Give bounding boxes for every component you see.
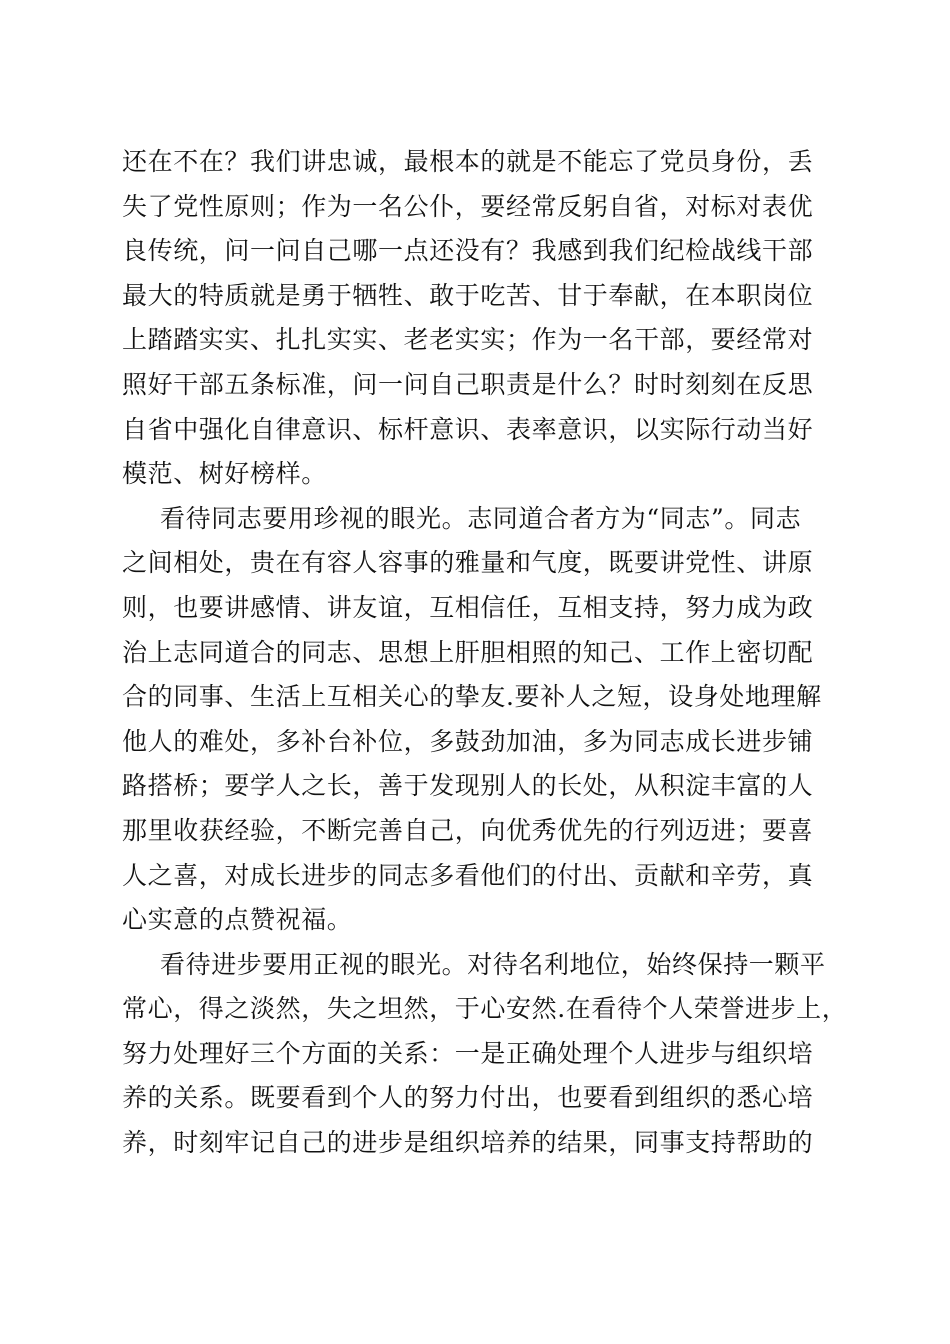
paragraph-3-line-3: 努力处理好三个方面的关系：一是正确处理个人进步与组织培 — [122, 1038, 814, 1068]
paragraph-2-line-6: 他人的难处，多补台补位，多鼓劲加油，多为同志成长进步铺 — [122, 726, 814, 756]
paragraph-1-line-8: 模范、树好榜样。 — [122, 459, 327, 489]
paragraph-2-line-3: 则，也要讲感情、讲友谊，互相信任，互相支持，努力成为政 — [122, 592, 814, 622]
paragraph-1-line-1: 还在不在？我们讲忠诚，最根本的就是不能忘了党员身份，丢 — [122, 147, 814, 176]
paragraph-1-line-3: 良传统，问一问自己哪一点还没有？我感到我们纪检战线干部 — [122, 236, 814, 266]
paragraph-3-line-5: 养，时刻牢记自己的进步是组织培养的结果，同事支持帮助的 — [122, 1128, 814, 1158]
paragraph-3-line-2: 常心，得之淡然，失之坦然，于心安然.在看待个人荣誉进步上， — [122, 994, 848, 1024]
paragraph-2-line-1: 看待同志要用珍视的眼光。志同道合者方为“同志”。同志 — [160, 503, 802, 533]
paragraph-2-line-4: 治上志同道合的同志、思想上肝胆相照的知己、工作上密切配 — [122, 637, 814, 667]
paragraph-3-line-4: 养的关系。既要看到个人的努力付出，也要看到组织的悉心培 — [122, 1083, 814, 1113]
paragraph-3-line-1: 看待进步要用正视的眼光。对待名利地位，始终保持一颗平 — [160, 949, 826, 979]
paragraph-1-line-6: 照好干部五条标准，问一问自己职责是什么？时时刻刻在反思 — [122, 369, 814, 399]
paragraph-2-line-8: 那里收获经验，不断完善自己，向优秀优先的行列迈进；要喜 — [122, 815, 814, 845]
paragraph-2-line-10: 心实意的点赞祝福。 — [122, 905, 353, 935]
paragraph-1-line-4: 最大的特质就是勇于牺牲、敢于吃苦、甘于奉献，在本职岗位 — [122, 280, 814, 310]
body-text — [122, 140, 848, 1166]
paragraph-1-line-7: 自省中强化自律意识、标杆意识、表率意识，以实际行动当好 — [122, 414, 814, 444]
paragraph-2-line-5: 合的同事、生活上互相关心的挚友.要补人之短，设身处地理解 — [122, 682, 822, 712]
paragraph-2-line-9: 人之喜，对成长进步的同志多看他们的付出、贡献和辛劳，真 — [122, 860, 814, 890]
paragraph-2-line-2: 之间相处，贵在有容人容事的雅量和气度，既要讲党性、讲原 — [122, 548, 814, 578]
paragraph-1-line-5: 上踏踏实实、扎扎实实、老老实实；作为一名干部，要经常对 — [122, 325, 814, 355]
paragraph-1-line-2: 失了党性原则；作为一名公仆，要经常反躬自省，对标对表优 — [122, 191, 814, 221]
paragraph-2-line-7: 路搭桥；要学人之长，善于发现别人的长处，从积淀丰富的人 — [122, 771, 814, 801]
